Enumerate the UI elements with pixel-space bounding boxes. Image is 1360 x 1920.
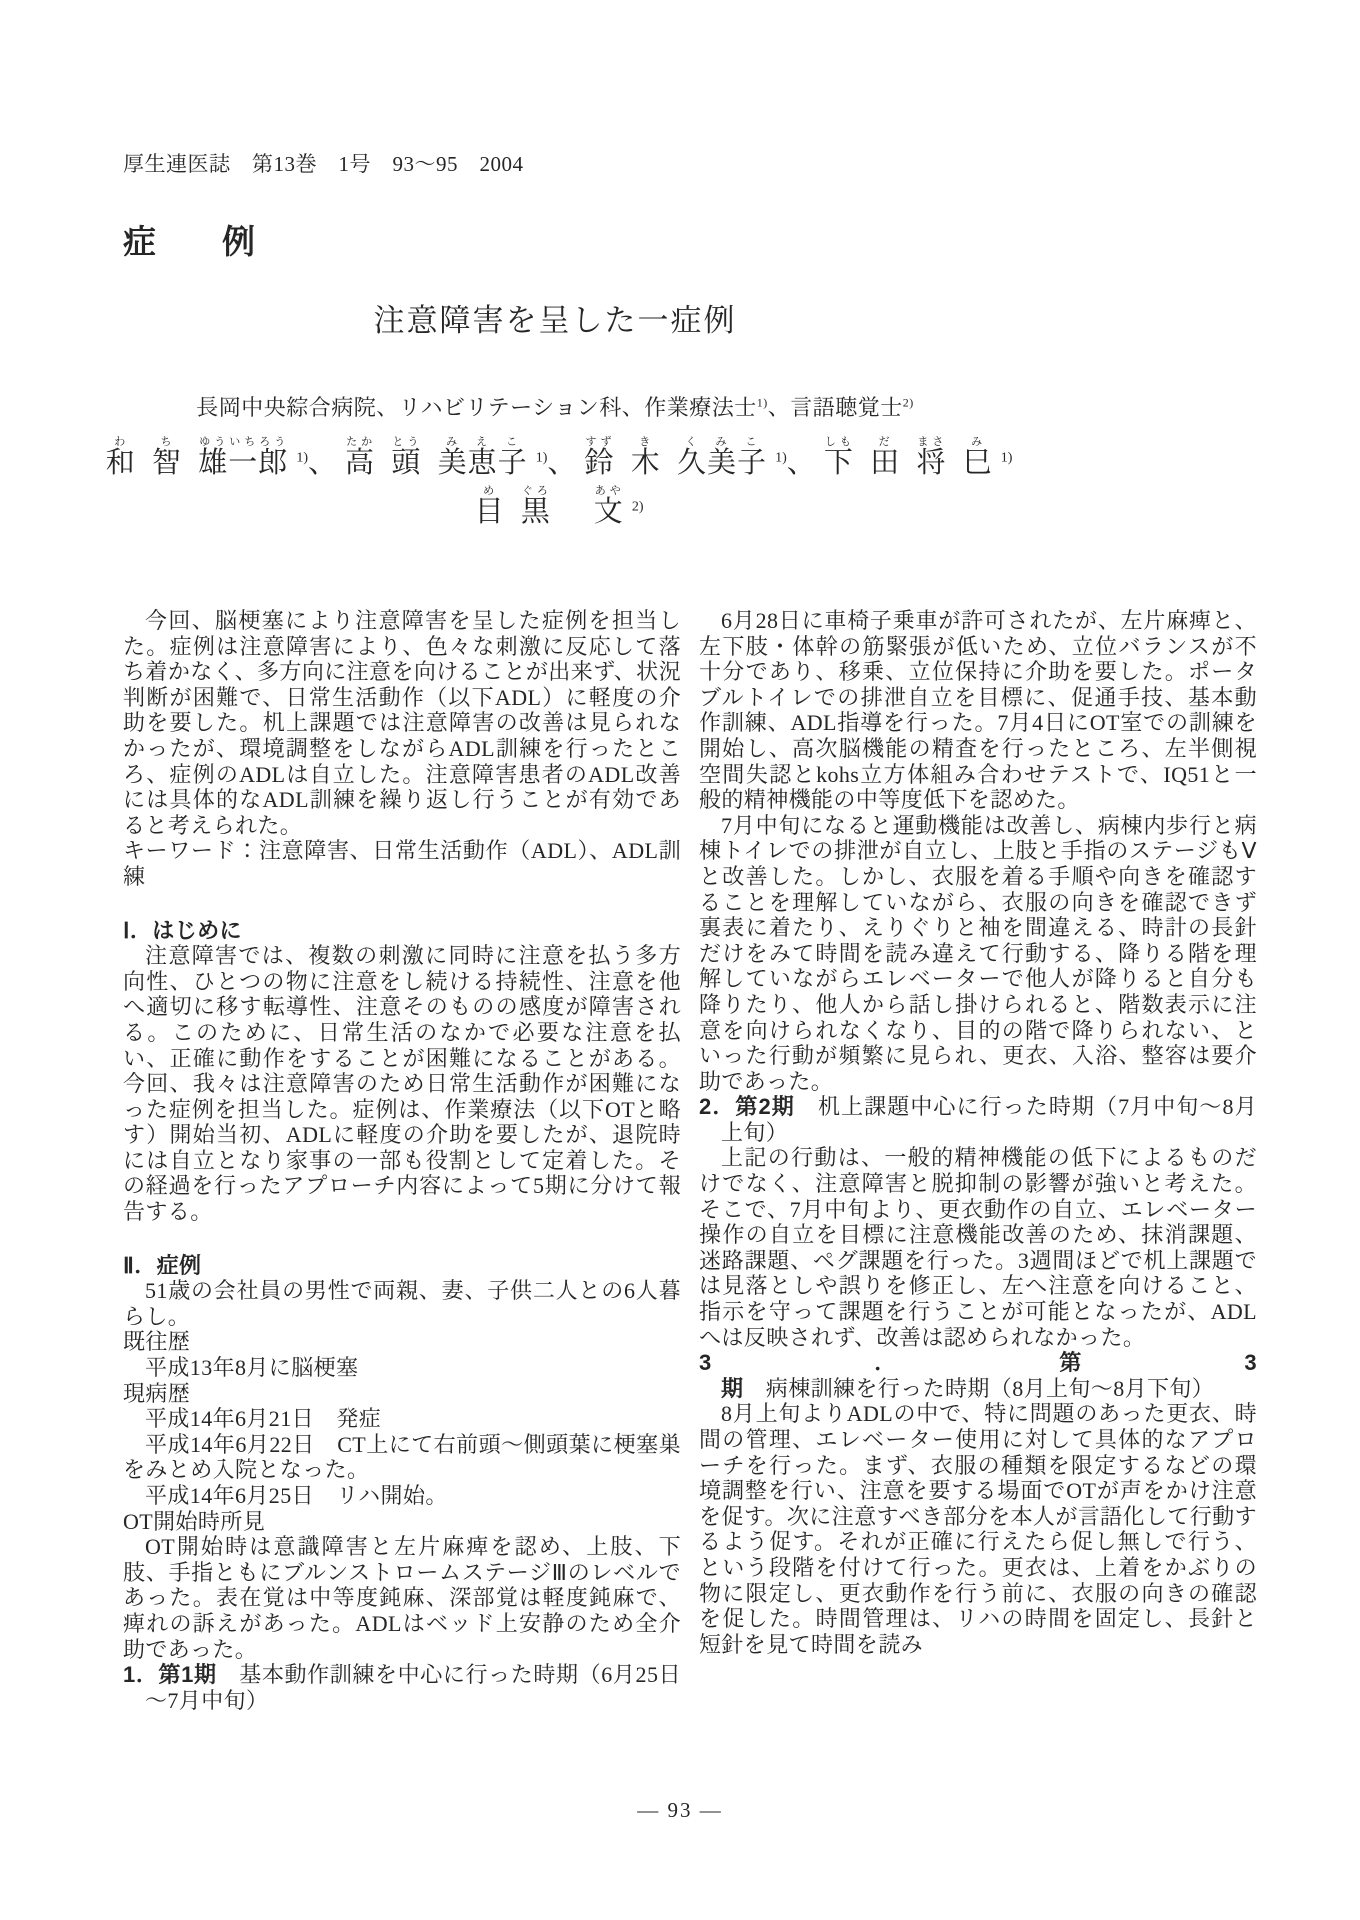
author-kanji: 久美子くみこ bbox=[676, 436, 767, 480]
journal-header: 厚生連医誌 第13巻 1号 93～95 2004 bbox=[123, 152, 524, 176]
present-history-label: 現病歴 bbox=[123, 1380, 191, 1406]
author-kanji: 巳み bbox=[962, 436, 993, 480]
author-kanji: 目め bbox=[474, 485, 505, 529]
present-history-item: 平成14年6月22日 CT上にて右前頭～側頭葉に梗塞巣をみとめ入院となった。 bbox=[123, 1431, 681, 1483]
phase-1-title: 基本動作訓練を中心に行った時期（6月25日～7月中旬） bbox=[145, 1662, 681, 1713]
present-history-item: 平成14年6月21日 発症 bbox=[145, 1406, 382, 1432]
section-heading-case: Ⅱ．症例 bbox=[123, 1252, 202, 1278]
phase-2-heading bbox=[699, 1094, 1257, 1145]
author-footnote-mark: 1) bbox=[296, 450, 308, 466]
right-column bbox=[699, 608, 1257, 1713]
present-history-item: 平成14年6月25日 リハ開始。 bbox=[145, 1483, 448, 1508]
article-type-label: 症 例 bbox=[123, 223, 255, 260]
introduction-paragraph: 注意障害では、複数の刺激に同時に注意を払う多方向性、ひとつの物に注意をし続ける持続性、注意を他へ適切に移す転導性、注意そのものの感度が障害される。このために、日常生活のなかで必要な注意を払い、正確に動作をすることが困難になることがある。今回、我々は注意障害のため日常生活動作が困難になった症例を担当した。症例は、作業療法（以下OTと略す）開始当初、ADLに軽度の介助を要したが、退院時には自立となり家事の一部も役割として定着した。その経過を行ったアプローチ内容によって5期に分けて報告する。 bbox=[123, 943, 681, 1225]
phase-2-number: 2．第2期 bbox=[699, 1094, 795, 1120]
phase-3-number: 3．第3期 bbox=[699, 1350, 1257, 1401]
author-separator: 、 bbox=[786, 447, 816, 480]
author-name bbox=[98, 436, 337, 480]
author-separator: 、 bbox=[307, 447, 337, 480]
abstract-paragraph: 今回、脳梗塞により注意障害を呈した症例を担当した。症例は注意障害により、色々な刺激に反応して落ち着かなく、多方向に注意を向けることが出来ず、状況判断が困難で、日常生活動作（以下ADL）に軽度の介助を要した。机上課題では注意障害の改善は見られなかったが、環境調整をしながらADL訓練を行ったところ、症例のADLは自立した。注意障害患者のADL改善には具体的なADL訓練を繰り返し行うことが有効であると考えられた。 bbox=[123, 608, 681, 838]
page-title: 注意障害を呈した一症例 bbox=[373, 303, 737, 338]
author-kanji: 雄一郎ゆういちろう bbox=[198, 436, 289, 480]
case-intro-paragraph: 51歳の会社員の男性で両親、妻、子供二人との6人暮らし。 bbox=[123, 1278, 681, 1329]
past-history-label: 既往歴 bbox=[123, 1329, 191, 1355]
author-name bbox=[576, 436, 816, 480]
author-kanji: 下しも bbox=[823, 436, 854, 480]
author-kanji: 頭とう bbox=[391, 436, 422, 480]
phase-3-heading bbox=[699, 1350, 1257, 1401]
phase-2-paragraph: 上記の行動は、一般的精神機能の低下によるものだけでなく、注意障害と脱抑制の影響が強いと考えた。そこで、7月中旬より、更衣動作の自立、エレベーター操作の自立を目標に注意機能改善のため、抹消課題、迷路課題、ペグ課題を行った。3週間ほどで机上課題では見落としや誤りを修正し、左へ注意を向けること、指示を守って課題を行うことが可能となったが、ADLへは反映されず、改善は認められなかった。 bbox=[699, 1145, 1257, 1350]
author-footnote-mark: 1) bbox=[1000, 450, 1013, 466]
author-kanji: 智ち bbox=[151, 436, 182, 480]
authors-line-1 bbox=[0, 436, 1110, 481]
ot-findings-label: OT開始時所見 bbox=[123, 1508, 266, 1534]
author-footnote-mark: 2) bbox=[631, 499, 644, 515]
author-name bbox=[466, 485, 644, 529]
author-kanji: 木き bbox=[630, 436, 661, 480]
page-number: — 93 — bbox=[637, 1798, 723, 1822]
section-heading-introduction: Ⅰ．はじめに bbox=[123, 917, 242, 943]
left-column bbox=[123, 608, 681, 1713]
front-matter bbox=[0, 302, 1110, 530]
author-kanji: 将まさ bbox=[916, 436, 947, 480]
author-kanji: 文あや bbox=[593, 485, 624, 529]
author-kanji: 田だ bbox=[870, 436, 901, 480]
author-footnote-mark: 1) bbox=[535, 450, 548, 466]
author-separator: 、 bbox=[547, 447, 577, 480]
body-columns bbox=[123, 608, 1257, 1713]
phase-2-title: 机上課題中心に行った時期（7月中旬～8月上旬） bbox=[721, 1094, 1257, 1145]
authors-line-2 bbox=[0, 485, 1110, 530]
author-footnote-mark: 1) bbox=[775, 450, 787, 466]
author-kanji: 美恵子みえこ bbox=[437, 436, 528, 480]
author-name bbox=[337, 436, 577, 480]
affiliation-footnote-mark: 2) bbox=[902, 395, 914, 410]
past-history-item: 平成13年8月に脳梗塞 bbox=[145, 1355, 359, 1381]
affiliation-text: 、言語聴覚士 bbox=[767, 395, 903, 421]
phase-1-number: 1．第1期 bbox=[123, 1662, 217, 1688]
course-paragraph-1: 6月28日に車椅子乗車が許可されたが、左片麻痺と、左下肢・体幹の筋緊張が低いため、立位バランスが不十分であり、移乗、立位保持に介助を要した。ポータブルトイレでの排泄自立を目標に、促通手技、基本動作訓練、ADL指導を行った。7月4日にOT室での訓練を開始し、高次脳機能の精査を行ったところ、左半側視空間失認とkohs立方体組み合わせテストで、IQ51と一般的精神機能の中等度低下を認めた。 bbox=[699, 608, 1257, 813]
author-kanji: 黒ぐろ bbox=[520, 485, 551, 529]
affiliation-footnote-mark: 1) bbox=[756, 395, 768, 410]
author-name bbox=[816, 436, 1013, 480]
keywords-line: キーワード：注意障害、日常生活動作（ADL）、ADL訓練 bbox=[123, 838, 681, 889]
author-kanji: 鈴すず bbox=[584, 436, 615, 480]
affiliation-line bbox=[0, 391, 1110, 422]
phase-3-title: 病棟訓練を行った時期（8月上旬～8月下旬） bbox=[743, 1375, 1215, 1401]
phase-3-paragraph: 8月上旬よりADLの中で、特に問題のあった更衣、時間の管理、エレベーター使用に対して具体的なアプローチを行った。まず、衣服の種類を限定するなどの環境調整を行い、注意を要する場面でOTが声をかけ注意を促す。次に注意すべき部分を本人が言語化して行動するよう促す。それが正確に行えたら促し無しで行う、という段階を付けて行った。更衣は、上着をかぶりの物に限定し、更衣動作を行う前に、衣服の向きの確認を促した。時間管理は、リハの時間を固定し、長針と短針を見て時間を読み bbox=[699, 1401, 1257, 1657]
phase-1-heading bbox=[123, 1662, 681, 1713]
ot-findings-paragraph: OT開始時は意識障害と左片麻痺を認め、上肢、下肢、手指ともにブルンストロームステージⅢのレベルであった。表在覚は中等度鈍麻、深部覚は軽度鈍麻で、痺れの訴えがあった。ADLはベッド上安静のため全介助であった。 bbox=[123, 1534, 681, 1662]
author-kanji: 和わ bbox=[105, 436, 136, 480]
affiliation-text: 長岡中央綜合病院、リハビリテーション科、作業療法士 bbox=[196, 395, 757, 421]
course-paragraph-2: 7月中旬になると運動機能は改善し、病棟内歩行と病棟トイレでの排泄が自立し、上肢と手指のステージもⅤと改善した。しかし、衣服を着る手順や向きを確認することを理解していながら、衣服の向きを確認できず裏表に着たり、えりぐりと袖を間違える、時計の長針だけをみて時間を読み違えて行動する、降りる階を理解していながらエレベーターで他人が降りると自分も降りたり、他人から話し掛けられると、階数表示に注意を向けられなくなり、目的の階で降りられない、といった行動が頻繁に見られ、更衣、入浴、整容は要介助であった。 bbox=[699, 812, 1257, 1094]
author-kanji: 高たか bbox=[345, 436, 376, 480]
